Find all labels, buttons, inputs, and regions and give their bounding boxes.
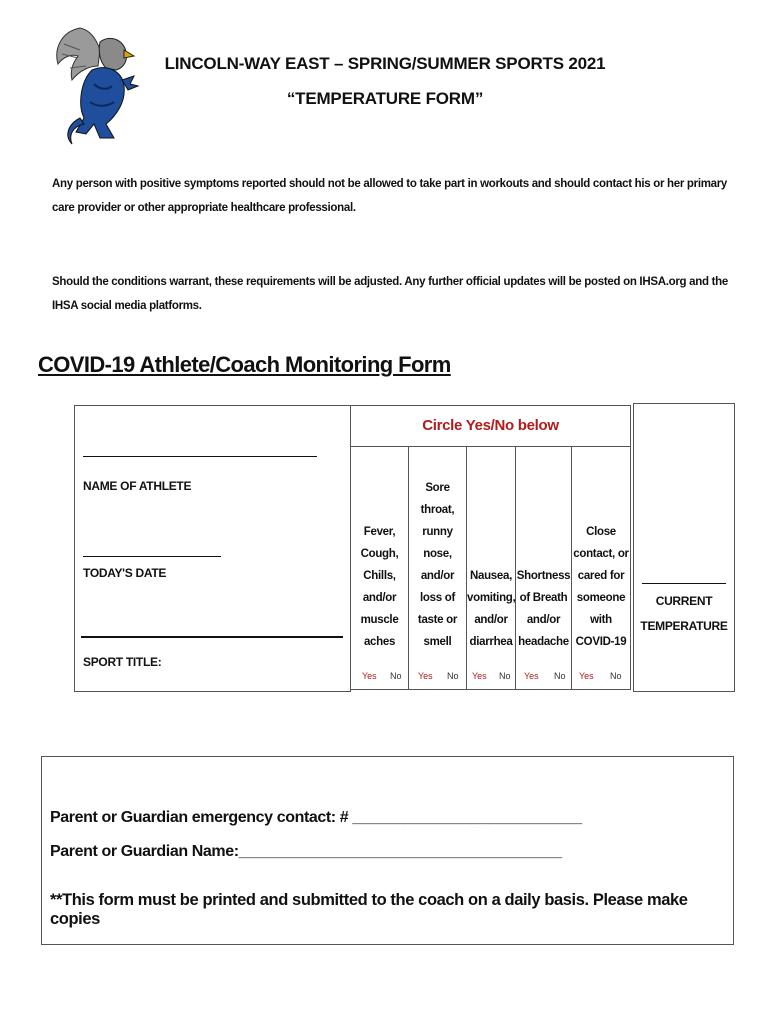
sport-title-label: SPORT TITLE:	[83, 655, 162, 669]
yes-option[interactable]: Yes	[579, 671, 594, 681]
emergency-contact-field[interactable]: Parent or Guardian emergency contact: # ___________________________	[50, 809, 582, 826]
yes-option[interactable]: Yes	[524, 671, 539, 681]
symptom-label: Fever, Cough, Chills, and/or muscle aches	[360, 526, 399, 648]
no-option[interactable]: No	[447, 671, 459, 681]
symptom-notice-paragraph: Any person with positive symptoms reported should not be allowed to take part in workouts and should contact his or her primary care provider or other appropriate healthcare professional.	[52, 178, 728, 214]
guardian-contact-box	[41, 756, 734, 945]
symptom-column-sore-throat	[409, 447, 467, 689]
no-option[interactable]: No	[390, 671, 402, 681]
symptom-column-nausea	[467, 447, 516, 689]
page-subtitle: “TEMPERATURE FORM”	[286, 89, 484, 108]
no-option[interactable]: No	[554, 671, 566, 681]
yes-option[interactable]: Yes	[472, 671, 487, 681]
no-option[interactable]: No	[610, 671, 622, 681]
yes-option[interactable]: Yes	[362, 671, 377, 681]
symptom-column-fever	[351, 447, 409, 689]
symptom-label: Shortness of Breath and/or headache	[516, 570, 571, 648]
sport-title-field[interactable]	[81, 636, 343, 638]
griffin-mascot-icon	[50, 20, 142, 148]
symptom-label: Close contact, or cared for someone with COVID-19	[573, 526, 629, 648]
no-option[interactable]: No	[499, 671, 511, 681]
symptom-label: Nausea, vomiting, and/or diarrhea	[467, 570, 516, 648]
temperature-box	[633, 403, 735, 692]
yes-option[interactable]: Yes	[418, 671, 433, 681]
temperature-field[interactable]	[642, 583, 726, 584]
circle-yes-no-header: Circle Yes/No below	[351, 406, 630, 447]
athlete-info-box	[74, 405, 351, 692]
page-title: LINCOLN-WAY EAST – SPRING/SUMMER SPORTS 2021	[164, 54, 606, 73]
symptom-column-close-contact	[572, 447, 630, 689]
form-heading: COVID-19 Athlete/Coach Monitoring Form	[38, 352, 451, 377]
symptom-column-shortness-of-breath	[516, 447, 572, 689]
print-instructions: **This form must be printed and submitted to the coach on a daily basis. Please make copies	[50, 891, 688, 928]
athlete-name-label: NAME OF ATHLETE	[83, 479, 192, 493]
updates-notice-paragraph: Should the conditions warrant, these requirements will be adjusted. Any further official updates will be posted on IHSA.org and the IHSA social media platforms.	[52, 276, 728, 312]
symptom-label: Sore throat, runny nose, and/or loss of taste or smell	[417, 482, 458, 648]
temperature-label: CURRENT TEMPERATURE	[640, 594, 728, 633]
guardian-name-field[interactable]: Parent or Guardian Name:______________________________________	[50, 843, 562, 860]
symptom-grid	[350, 405, 631, 690]
date-label: TODAY'S DATE	[83, 566, 167, 580]
date-field[interactable]	[83, 556, 221, 557]
athlete-name-field[interactable]	[83, 456, 317, 457]
